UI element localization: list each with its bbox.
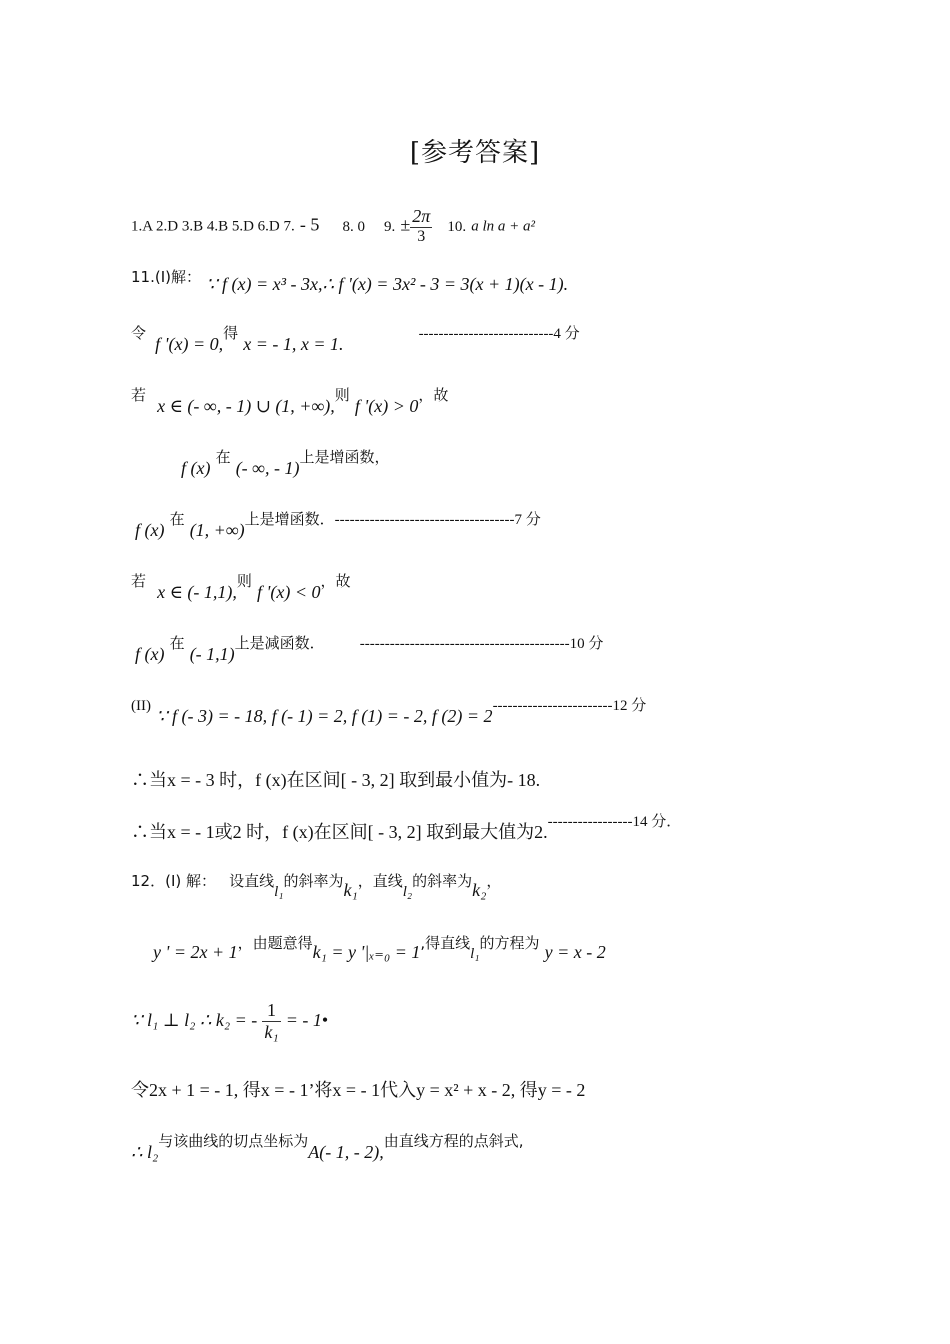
answer-9-label: 9. — [384, 218, 396, 235]
q11-interval-union: x ∈ (- ∞, - 1) ∪ (1, +∞), — [157, 396, 335, 416]
q12-label: 12．(I) 解： — [131, 872, 216, 890]
fx: f (x) — [135, 520, 165, 540]
text-de: 得 — [223, 324, 239, 342]
bullet-dot: • — [321, 1010, 329, 1030]
answer-8: 8. 0 — [342, 218, 365, 235]
score-14: -----------------14 分． — [547, 814, 682, 830]
part-ii-label: (II) — [131, 698, 151, 714]
q11-line-9 — [131, 766, 540, 792]
text-decreasing: 上是减函数． — [234, 634, 325, 652]
text-ling: 令 — [131, 324, 147, 342]
q11-line-7 — [135, 632, 604, 664]
l1-equation: y = x - 2 — [544, 942, 606, 962]
answer-9-denominator: 3 — [417, 228, 426, 245]
fraction-1-over-k1 — [262, 1000, 280, 1043]
answer-7: - 5 — [299, 214, 320, 235]
q11-positive-derivative: f '(x) > 0 — [354, 396, 419, 416]
text-ze: 则 — [334, 386, 350, 404]
q12-line-4 — [131, 1076, 585, 1102]
answer-10-label: 10. — [447, 218, 467, 235]
text-equation-is: 的方程为 — [479, 934, 540, 952]
answer-9-numerator: 2π — [412, 206, 431, 226]
text-zai: 在 — [169, 634, 185, 652]
answer-9-fraction — [410, 206, 432, 246]
q11-function-values: ∵ f (- 3) = - 18, f (- 1) = 2, f (1) = - 2, f (2) = 2 — [156, 706, 493, 726]
score-10: ------------------------------------------10 分 — [359, 636, 604, 652]
k2-value: = - 1 — [285, 1010, 322, 1030]
text-slope: 的斜率为 — [412, 872, 473, 890]
q12-line-2 — [153, 932, 606, 962]
q11-line-4 — [181, 446, 390, 478]
interval-minus1-1: x ∈ (- 1,1), — [157, 582, 237, 602]
answers-choices: 1.A 2.D 3.B 4.B 5.D 6.D 7. — [131, 218, 295, 235]
k2: k₂ — [472, 880, 487, 900]
score-7: ------------------------------------7 分 — [334, 512, 541, 528]
perpendicular-relation: ∵ l₁ ⊥ l₂ ∴ k₂ = - — [131, 1010, 258, 1030]
text-line: ，直线 — [357, 872, 403, 890]
text-point-slope: 由直线方程的点斜式, — [383, 1132, 524, 1150]
interval-minus1-1: (- 1,1) — [189, 644, 235, 664]
k1: k₁ — [343, 880, 358, 900]
q11-line-8 — [131, 694, 647, 726]
text-comma: ， — [486, 872, 502, 890]
text-get-line: ,得直线 — [420, 934, 471, 952]
answer-10: a ln a + a² — [471, 218, 536, 235]
q12-line-5 — [131, 1130, 524, 1162]
score-4: ---------------------------4 分 — [418, 326, 580, 342]
interval-pos-inf: (1, +∞) — [189, 520, 245, 540]
q11-derivative-formula: ∵ f (x) = x³ - 3x,∴ f '(x) = 3x² - 3 = 3(x + 1)(x - 1). — [206, 274, 569, 294]
score-12: ------------------------12 分 — [492, 698, 647, 714]
q11-label: 11.(I)解： — [131, 268, 201, 286]
text-increasing: 上是增函数， — [299, 448, 390, 466]
q11-line-1 — [131, 266, 569, 294]
q11-line-5 — [135, 508, 541, 540]
k1-value: k₁ = y '|ₓ₌₀ = 1 — [312, 942, 421, 962]
denominator: k₁ — [264, 1022, 279, 1042]
derivative-y: y ' = 2x + 1 — [153, 942, 238, 962]
q11-line-2 — [131, 322, 580, 354]
text-by-problem: ，由题意得 — [237, 934, 313, 952]
q11-line-3 — [131, 384, 449, 416]
q11-negative-derivative: f '(x) < 0 — [257, 582, 321, 602]
q11-minimum: ∴当x = - 3 时，f (x)在区间[ - 3, 2] 取到最小值为- 18. — [131, 770, 541, 790]
q11-maximum: ∴当x = - 1或2 时，f (x)在区间[ - 3, 2] 取到最大值为2. — [131, 822, 548, 842]
numerator: 1 — [262, 1000, 280, 1022]
therefore-l2: ∴ l₂ — [131, 1142, 159, 1162]
fx: f (x) — [181, 458, 211, 478]
q11-line-10 — [131, 806, 682, 842]
fx: f (x) — [135, 644, 165, 664]
text-zai: 在 — [169, 510, 185, 528]
l2: l₂ — [402, 884, 413, 900]
q11-critical-points: x = - 1, x = 1. — [243, 334, 344, 354]
text-zai: 在 — [215, 448, 231, 466]
answer-9-pm: ± — [400, 214, 411, 235]
tangent-point-calc: 令2x + 1 = - 1, 得x = - 1’将x = - 1代入y = x² + x - 2, 得y = - 2 — [131, 1080, 586, 1100]
text-gu: ，故 — [320, 572, 351, 590]
text-increasing: 上是增函数． — [244, 510, 335, 528]
text-ze: 则 — [236, 572, 252, 590]
q12-line-3 — [131, 1000, 328, 1043]
q12-line-1 — [131, 870, 502, 900]
answers-row — [131, 206, 535, 246]
text-gu: ，故 — [418, 386, 449, 404]
l1: l₁ — [470, 946, 480, 962]
text-slope: 的斜率为 — [283, 872, 344, 890]
interval-neg-inf: (- ∞, - 1) — [235, 458, 300, 478]
point-a: A(- 1, - 2), — [308, 1142, 384, 1162]
q11-line-6 — [131, 570, 351, 602]
text-set-line: 设直线 — [229, 872, 275, 890]
l1: l₁ — [274, 884, 284, 900]
q11-zero-derivative: f '(x) = 0, — [155, 334, 224, 354]
text-ruo: 若 — [131, 386, 147, 404]
text-tangent-point: 与该曲线的切点坐标为 — [158, 1132, 309, 1150]
text-ruo: 若 — [131, 572, 147, 590]
page-title: [参考答案] — [409, 138, 541, 168]
